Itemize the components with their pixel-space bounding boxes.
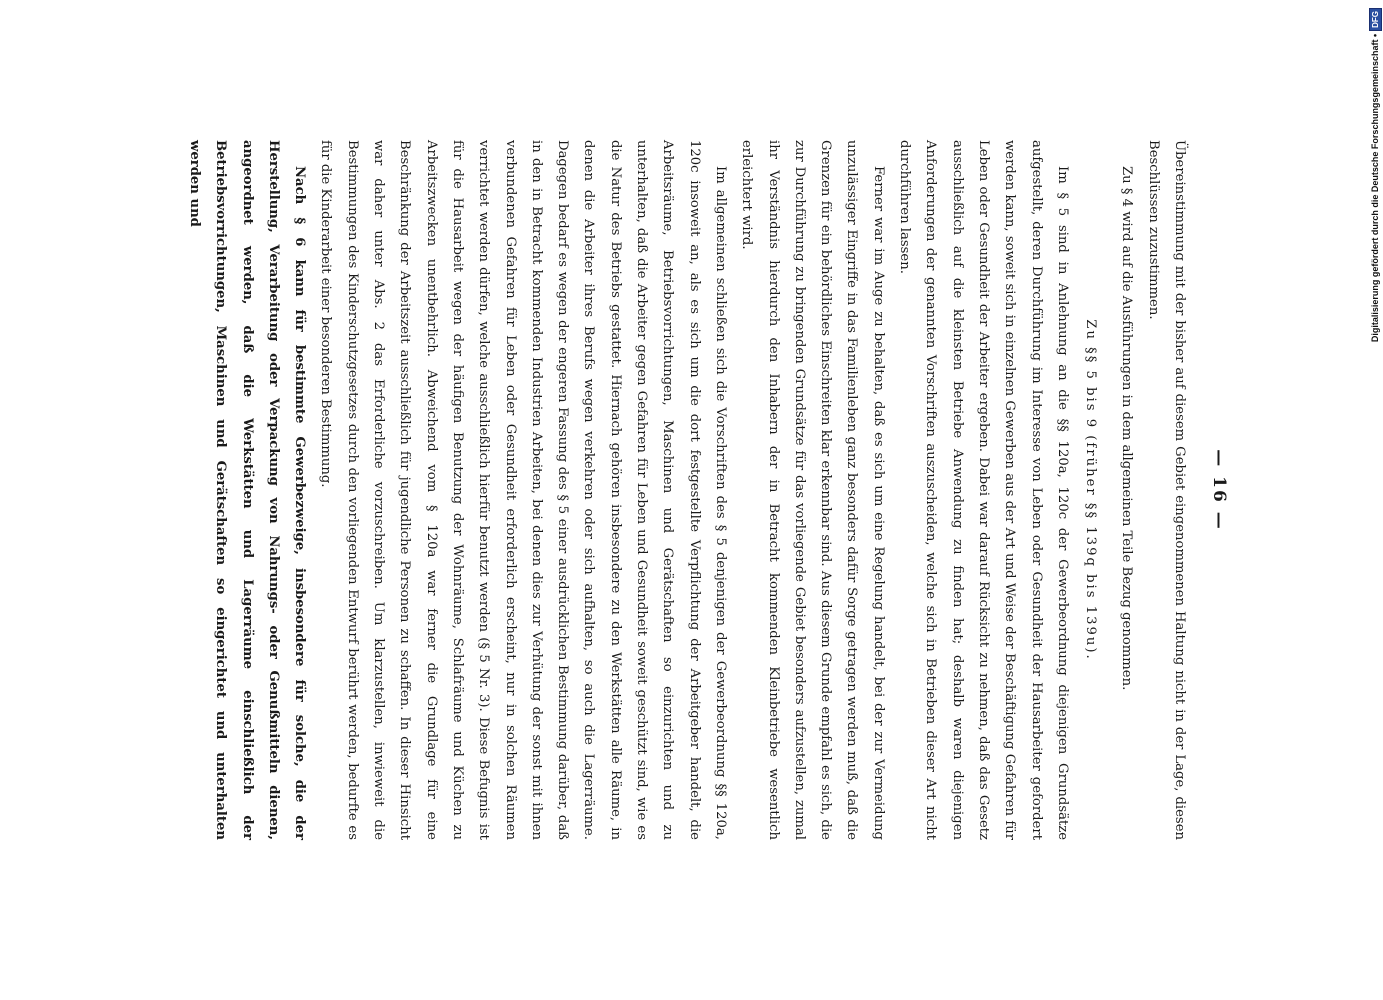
paragraph-general-provisions: Im allgemeinen schließen sich die Vorschriften des § 5 denjenigen der Gewerbeordnung §§ 120a, 120c insoweit an, als es sich um die dort festgestellte Verpflichtung der Arbeitgeber handelt, die Arbeitsräume, Betriebsvorrichtungen, Maschinen und Gerätschaften so einzurichten und zu unterhalten, daß die Arbeiter gegen Gefahren für Leben und Gesundheit soweit geschützt sind, wie es die Natur des Betriebs gestattet. Hiernach gehören insbesondere zu den Werkstätten alle Räume, in denen die Arbeiter ihres Berufs wegen verkehren oder sich aufhalten, so auch die Lagerräume. Dagegen bedarf es wegen der engeren Fassung des § 5 einer ausdrücklichen Bestimmung darüber, daß in den in Betracht kommenden Industrien Arbeiten, bei denen dies zur Verhütung der sonst mit ihnen verbundenen Gefahren für Leben oder Gesundheit erforderlich erscheint, nur in solchen Räumen verrichtet werden dürfen, welche ausschließlich hierfür benutzt werden (§ 5 Nr. 3). Diese Befugnis ist für die Hausarbeit wegen der häufigen Benutzung der Wohnräume, Schlafräume und Küchen zu Arbeitszwecken unentbehrlich. Abweichend vom § 120a war ferner die Grundlage für eine Beschränkung der Arbeitszeit ausschließlich für jugendliche Personen zu schaffen. In dieser Hinsicht war daher unter Abs. 2 das Erforderliche vorzuschreiben. Um klarzustellen, inwieweit die Bestimmungen des Kinderschutzgesetzes durch den vorliegenden Entwurf berührt werden, bedurfte es für die Kinderarbeit einer besonderen Bestimmung. <box>318 140 728 840</box>
paragraph-continuation: Übereinstimmung mit der bisher auf diesem Gebiet eingenommenen Haltung nicht in der Lage, diesen Beschlüssen zuzustimmen. <box>1145 140 1187 840</box>
page-content <box>152 140 1232 840</box>
paragraph-family-life: Ferner war im Auge zu behalten, daß es sich um eine Regelung handelt, bei der zur Vermeidung unzulässiger Eingriffe in das Familienleben ganz besonders dafür Sorge getragen werden muß, daß die Grenzen für ein behördliches Einschreiten klar erkennbar sind. Aus diesem Grunde empfahl es sich, die zur Durchführung zu bringenden Grundsätze für das vorliegende Gebiet besonders aufzustellen, zumal ihr Verständnis hierdurch den Inhabern der in Betracht kommenden Kleinbetriebe wesentlich erleichtert wird. <box>739 140 886 840</box>
digitization-credit <box>1366 8 1383 393</box>
section-heading: Zu §§ 5 bis 9 (früher §§ 139q bis 139u). <box>1083 319 1099 661</box>
paragraph-section-5-principles: Im § 5 sind in Anlehnung an die §§ 120a, 120c der Gewerbeordnung diejenigen Grundsätze aufgestellt, deren Durchführung im Interesse von Leben oder Gesundheit der Hausarbeiter gefordert werden kann, soweit sich in einzelnen Gewerben aus der Art und Weise der Beschäftigung Gefahren für Leben oder Gesundheit der Arbeiter ergeben. Dabei war darauf Rücksicht zu nehmen, daß das Gesetz ausschließlich auf die kleinsten Betriebe Anwendung zu finden hat; deshalb waren diejenigen Anforderungen der genannten Vorschriften auszuscheiden, welche sich in Betrieben dieser Art nicht durchführen lassen. <box>897 140 1070 840</box>
paragraph-section-6: Nach § 6 kann für bestimmte Gewerbezweige, insbesondere für solche, die der Herstellung, Verarbeitung oder Verpackung von Nahrungs- oder Genußmitteln dienen, angeordnet werden, daß die Werkstätten und Lagerräume einschließlich der Betriebsvorrichtungen, Maschinen und Gerätschaften so eingerichtet und unterhalten werden und <box>187 140 308 840</box>
credit-text: Digitalisierung gefördert durch die Deutsche Forschungsgemeinschaft • <box>1370 33 1380 343</box>
paragraph-section-4: Zu § 4 wird auf die Ausführungen in dem allgemeinen Teile Bezug genommen. <box>1119 166 1135 691</box>
scanned-page <box>152 140 1232 840</box>
page-number: — 16 — <box>1209 449 1229 531</box>
dfg-logo-icon: DFG <box>1369 8 1382 31</box>
